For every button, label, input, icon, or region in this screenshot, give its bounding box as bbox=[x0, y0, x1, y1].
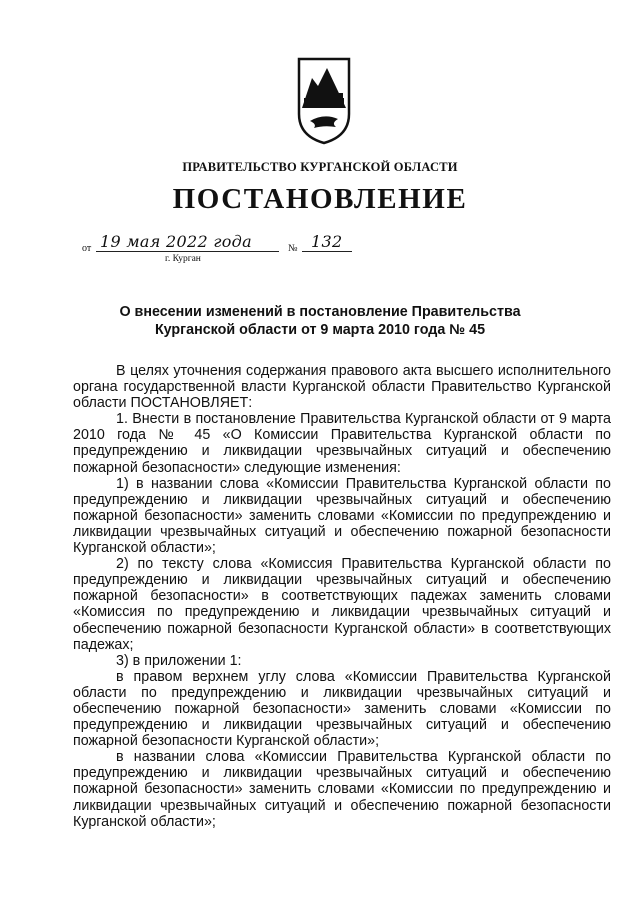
paragraph-subitem-3: 3) в приложении 1: bbox=[116, 652, 242, 669]
document-subject bbox=[0, 304, 640, 339]
paragraph-item-1: 1. Внести в постановление Правительства Курганской области от 9 марта 2010 года № 45 «О Комиссии Правительства Курганской области по предупреждению и ликвидации чрезвычайных ситуаций и обеспечению пожарной безопасности» следующие изменения: bbox=[73, 411, 611, 476]
document-city: г. Курган bbox=[165, 254, 201, 264]
paragraph-appendix-title: в названии слова «Комиссии Правительства Курганской области по предупреждению и ликвидации чрезвычайных ситуаций и обеспечению пожарной безопасности» заменить словами «Комиссии по предупреждению и ликвидации чрезвычайных ситуаций и обеспечению пожарной безопасности Курганской области»; bbox=[73, 749, 611, 830]
paragraph-preamble: В целях уточнения содержания правового акта высшего исполнительного органа государственной власти Курганской области Правительство Курганской области ПОСТАНОВЛЯЕТ: bbox=[73, 363, 611, 412]
document-body bbox=[73, 363, 611, 830]
subject-line: Курганской области от 9 марта 2010 года № 45 bbox=[154, 321, 486, 338]
document-number: 132 bbox=[311, 232, 343, 251]
paragraph-appendix-corner: в правом верхнем углу слова «Комиссии Правительства Курганской области по предупреждению и ликвидации чрезвычайных ситуаций и обеспечению пожарной безопасности» заменить словами «Комиссии по предупреждению и ликвидации чрезвычайных ситуаций и обеспечению пожарной безопасности Курганской области»; bbox=[73, 668, 611, 750]
subject-line: О внесении изменений в постановление Правительства bbox=[119, 304, 521, 320]
date-line bbox=[82, 228, 382, 256]
coat-of-arms-icon bbox=[296, 56, 352, 146]
number-underline bbox=[302, 251, 352, 252]
date-prefix: от bbox=[82, 243, 92, 254]
document-date: 19 мая 2022 года bbox=[100, 232, 252, 251]
document-type: ПОСТАНОВЛЕНИЕ bbox=[172, 183, 468, 215]
government-name: ПРАВИТЕЛЬСТВО КУРГАНСКОЙ ОБЛАСТИ bbox=[182, 160, 458, 174]
paragraph-subitem-1: 1) в названии слова «Комиссии Правительства Курганской области по предупреждению и ликвидации чрезвычайных ситуаций и обеспечению пожарной безопасности» заменить словами «Комиссии по предупреждению и ликвидации чрезвычайных ситуаций и обеспечению пожарной безопасности Курганской области»; bbox=[73, 475, 611, 557]
number-prefix: № bbox=[288, 243, 298, 254]
paragraph-subitem-2: 2) по тексту слова «Комиссия Правительства Курганской области по предупреждению и ликвидации чрезвычайных ситуаций и обеспечению пожарной безопасности» в соответствующих падежах заменить словами «Комиссия по предупреждению и ликвидации чрезвычайных ситуаций и обеспечению пожарной безопасности Курганской области» в соответствующих падежах; bbox=[73, 556, 611, 653]
date-underline bbox=[96, 251, 279, 252]
